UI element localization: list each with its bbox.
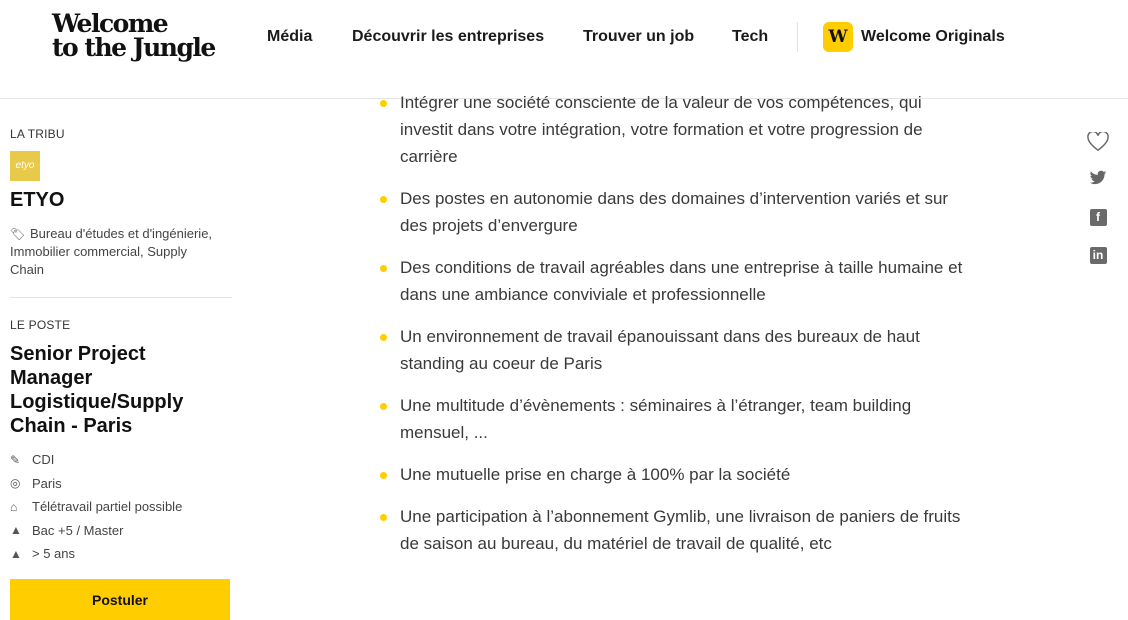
graduation-cap-icon: ▲ — [10, 546, 22, 561]
graduation-cap-icon: ▲ — [10, 523, 22, 538]
facebook-icon[interactable] — [1086, 208, 1110, 232]
list-item: Intégrer une société consciente de la valeur de vos compétences, qui investit dans votre intégration, votre formation et votre progression de carrière — [378, 89, 963, 170]
list-item: Une mutuelle prise en charge à 100% par la société — [378, 461, 963, 488]
meta-remote — [10, 495, 182, 519]
meta-contract — [10, 448, 182, 472]
tag-icon: 🏷︎ — [10, 227, 26, 241]
nav-discover-companies[interactable]: Découvrir les entreprises — [352, 28, 545, 45]
apply-button[interactable]: Postuler — [10, 579, 230, 620]
logo-line-2: to the Jungle — [52, 33, 215, 62]
list-item: Des postes en autonomie dans des domaines d’intervention variés et sur des projets d’envergure — [378, 185, 963, 239]
share-bar — [1086, 132, 1110, 284]
job-meta-list — [10, 448, 182, 566]
logo-line-1: Welcome — [52, 9, 168, 38]
location-pin-icon: ◎ — [10, 476, 21, 491]
job-sidebar — [10, 99, 232, 620]
nav-find-job[interactable]: Trouver un job — [583, 28, 695, 45]
meta-education-text: Bac +5 / Master — [32, 522, 124, 538]
meta-location — [10, 472, 182, 496]
meta-location-text: Paris — [32, 475, 62, 491]
nav-media[interactable]: Média — [267, 28, 313, 45]
linkedin-glyph: in — [1090, 247, 1107, 264]
tribe-section-label: LA TRIBU — [10, 127, 65, 141]
linkedin-icon[interactable] — [1086, 246, 1110, 270]
remote-house-icon: ⌂ — [10, 499, 18, 514]
benefits-list — [378, 89, 963, 572]
facebook-glyph: f — [1090, 209, 1107, 226]
nav-tech[interactable]: Tech — [732, 28, 769, 45]
company-logo[interactable]: etyo — [10, 151, 40, 181]
twitter-icon[interactable] — [1086, 170, 1110, 194]
meta-education — [10, 519, 182, 543]
meta-contract-text: CDI — [32, 452, 55, 468]
post-section-label: LE POSTE — [10, 318, 71, 332]
list-item: Une multitude d’évènements : séminaires à l’étranger, team building mensuel, ... — [378, 392, 963, 446]
heart-icon[interactable] — [1086, 132, 1110, 156]
welcome-to-the-jungle-logo[interactable] — [52, 9, 222, 62]
company-sector — [10, 225, 220, 279]
welcome-originals-icon[interactable]: W — [823, 22, 853, 52]
company-sector-text: Bureau d'études et d'ingénierie, Immobilier commercial, Supply Chain — [10, 226, 213, 277]
sidebar-divider — [10, 297, 232, 298]
meta-remote-text: Télétravail partiel possible — [32, 499, 183, 515]
company-name[interactable]: ETYO — [10, 189, 65, 211]
list-item: Une participation à l’abonnement Gymlib, une livraison de paniers de fruits de saison au bureau, du matériel de travail de qualité, etc — [378, 503, 963, 557]
contract-icon: ✎ — [10, 452, 21, 467]
meta-experience-text: > 5 ans — [32, 546, 76, 562]
list-item: Un environnement de travail épanouissant dans des bureaux de haut standing au coeur de Paris — [378, 323, 963, 377]
job-description — [378, 0, 978, 620]
nav-welcome-originals[interactable]: Welcome Originals — [861, 28, 1005, 45]
job-title: Senior Project Manager Logistique/Supply Chain - Paris — [10, 343, 184, 437]
list-item: Des conditions de travail agréables dans une entreprise à taille humaine et dans une ambiance conviviale et professionnelle — [378, 254, 963, 308]
meta-experience — [10, 542, 182, 566]
